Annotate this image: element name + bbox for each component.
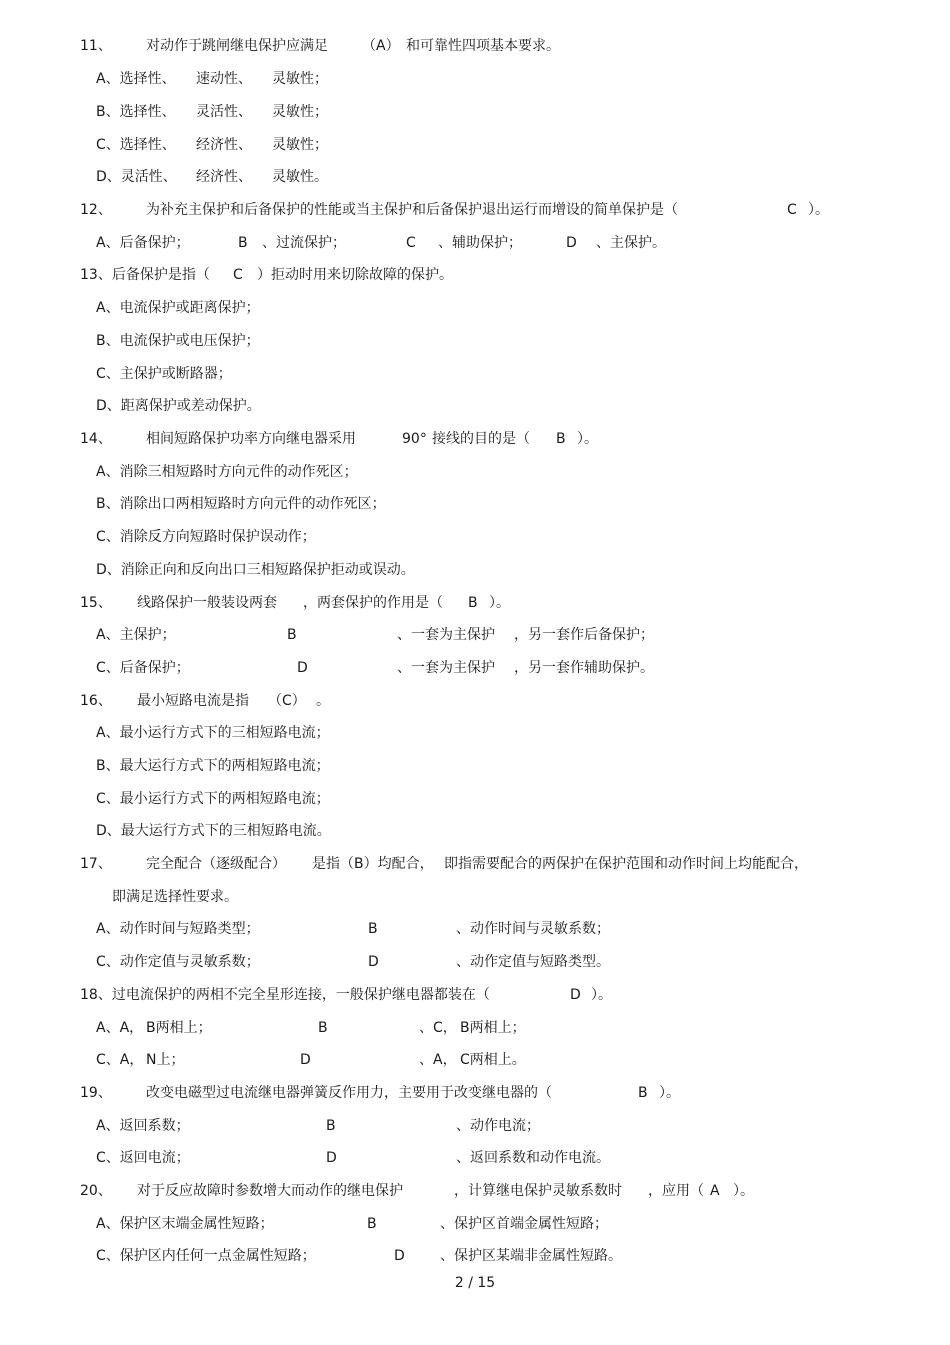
text-segment: 灵敏性。	[272, 169, 328, 185]
text-segment: ）。	[577, 431, 598, 447]
text-segment: A、A，	[96, 1020, 144, 1036]
text-segment: C	[233, 267, 243, 283]
text-segment: C	[787, 202, 797, 218]
text-segment: ）。	[808, 202, 829, 218]
current-page: 2	[454, 1275, 464, 1291]
text-segment: 对于反应故障时参数增大而动作的继电保护	[137, 1183, 403, 1199]
text-segment: 、保护区首端金属性短路；	[440, 1216, 608, 1232]
text-segment: 。	[316, 693, 330, 709]
text-segment: C、后备保护；	[96, 660, 190, 676]
text-segment: 为补充主保护和后备保护的性能或当主保护和后备保护退出运行而增设的简单保护是（	[146, 202, 678, 218]
text-segment: 即满足选择性要求。	[112, 889, 238, 905]
text-segment: 接线的目的是（	[432, 431, 530, 447]
text-segment: 、动作电流；	[456, 1118, 540, 1134]
text-segment: 、动作定值与短路类型。	[456, 954, 610, 970]
text-segment: ）。	[591, 987, 612, 1003]
page-number	[0, 1270, 950, 1296]
text-segment: D	[297, 660, 308, 676]
text-segment: N上；	[146, 1052, 185, 1068]
text-segment: A、最小运行方式下的三相短路电流；	[96, 725, 330, 741]
text-segment: B两相上；	[146, 1020, 212, 1036]
text-segment: D	[300, 1052, 311, 1068]
text-segment: A、选择性、	[96, 71, 176, 87]
text-segment: B	[326, 1118, 336, 1134]
text-segment: C、保护区内任何一点金属性短路；	[96, 1248, 316, 1264]
text-segment: A、消除三相短路时方向元件的动作死区；	[96, 464, 358, 480]
text-segment: ，计算继电保护灵敏系数时	[454, 1183, 622, 1199]
text-segment: A、后备保护；	[96, 235, 190, 251]
text-segment: 、辅助保护；	[438, 235, 522, 251]
text-segment: 20、	[80, 1183, 112, 1199]
text-segment: B、最大运行方式下的两相短路电流；	[96, 758, 330, 774]
text-segment: 14、	[80, 431, 112, 447]
text-segment: B	[556, 431, 566, 447]
text-segment: 、动作时间与灵敏系数；	[456, 921, 610, 937]
text-segment: ）。	[659, 1085, 680, 1101]
text-segment: 90°	[402, 431, 427, 447]
text-segment: 改变电磁型过电流继电器弹簧反作用力，主要用于改变继电器的（	[146, 1085, 552, 1101]
text-segment: C、动作定值与灵敏系数；	[96, 954, 260, 970]
text-segment: 、一套为主保护	[397, 627, 495, 643]
text-segment: C、选择性、	[96, 137, 176, 153]
text-segment: 灵活性、	[196, 104, 252, 120]
text-segment: 11、	[80, 38, 112, 54]
text-segment: ，应用（	[648, 1183, 704, 1199]
text-segment: 、一套为主保护	[397, 660, 495, 676]
text-segment: 灵敏性；	[272, 104, 328, 120]
text-segment: B、电流保护或电压保护；	[96, 333, 260, 349]
text-segment: 对动作于跳闸继电保护应满足	[146, 38, 328, 54]
text-segment: 是指（B）均配合，	[312, 856, 434, 872]
text-segment: D	[570, 987, 581, 1003]
text-segment: ）拒动时用来切除故障的保护。	[257, 267, 453, 283]
text-segment: 灵敏性；	[272, 71, 328, 87]
text-segment: ）。	[733, 1183, 754, 1199]
text-segment: 相间短路保护功率方向继电器采用	[146, 431, 356, 447]
text-segment: C、A，	[96, 1052, 144, 1068]
text-segment: D、灵活性、	[96, 169, 177, 185]
text-segment: 速动性、	[196, 71, 252, 87]
text-segment: 最小短路电流是指	[137, 693, 249, 709]
text-segment: 12、	[80, 202, 112, 218]
text-segment: A、主保护；	[96, 627, 176, 643]
text-segment: ）。	[489, 595, 510, 611]
text-segment: C、主保护或断路器；	[96, 366, 232, 382]
text-segment: D	[566, 235, 577, 251]
text-segment: 19、	[80, 1085, 112, 1101]
text-segment: B	[287, 627, 297, 643]
text-segment: D	[326, 1150, 337, 1166]
text-segment: 和可靠性四项基本要求。	[406, 38, 560, 54]
text-segment: A、保护区末端金属性短路；	[96, 1216, 274, 1232]
text-segment: A	[710, 1183, 720, 1199]
text-segment: B两相上；	[460, 1020, 526, 1036]
text-segment: 16、	[80, 693, 112, 709]
text-segment: 、A，	[419, 1052, 457, 1068]
text-segment: D、消除正向和反向出口三相短路保护拒动或误动。	[96, 562, 415, 578]
text-segment: D、距离保护或差动保护。	[96, 398, 261, 414]
text-segment: B	[318, 1020, 328, 1036]
text-segment: A、动作时间与短路类型；	[96, 921, 260, 937]
text-segment: C两相上。	[460, 1052, 526, 1068]
text-segment: 经济性、	[196, 137, 252, 153]
text-segment: 即指需要配合的两保护在保护范围和动作时间上均能配合，	[444, 856, 808, 872]
text-segment: 18、过电流保护的两相不完全星形连接，一般保护继电器都装在（	[80, 987, 490, 1003]
text-segment: 、返回系数和动作电流。	[456, 1150, 610, 1166]
text-segment: B	[638, 1085, 648, 1101]
text-segment: D	[394, 1248, 405, 1264]
text-segment: B	[367, 1216, 377, 1232]
text-segment: 13、后备保护是指（	[80, 267, 210, 283]
text-segment: ，另一套作辅助保护。	[514, 660, 654, 676]
text-segment: （C）	[268, 693, 306, 709]
text-segment: 经济性、	[196, 169, 252, 185]
text-segment: D、最大运行方式下的三相短路电流。	[96, 823, 331, 839]
text-segment: A、返回系数；	[96, 1118, 190, 1134]
text-segment: B	[238, 235, 248, 251]
text-segment: C、消除反方向短路时保护误动作；	[96, 529, 316, 545]
text-segment: C、返回电流；	[96, 1150, 190, 1166]
text-segment: 17、	[80, 856, 112, 872]
text-segment: ，另一套作后备保护；	[514, 627, 654, 643]
text-segment: 、过流保护；	[262, 235, 346, 251]
text-segment: C、最小运行方式下的两相短路电流；	[96, 791, 330, 807]
text-segment: B	[468, 595, 478, 611]
text-segment: B、消除出口两相短路时方向元件的动作死区；	[96, 496, 386, 512]
text-segment: C	[406, 235, 416, 251]
total-pages: 15	[477, 1275, 496, 1291]
text-segment: 线路保护一般装设两套	[137, 595, 277, 611]
text-segment: B	[368, 921, 378, 937]
text-segment: ，两套保护的作用是（	[303, 595, 443, 611]
text-segment: （A）	[362, 38, 400, 54]
text-segment: 完全配合（逐级配合）	[146, 856, 286, 872]
text-segment: 、主保护。	[596, 235, 666, 251]
page-separator: /	[468, 1275, 473, 1291]
text-segment: B、选择性、	[96, 104, 176, 120]
text-segment: 15、	[80, 595, 112, 611]
text-segment: 、C，	[419, 1020, 457, 1036]
text-segment: 灵敏性；	[272, 137, 328, 153]
text-segment: A、电流保护或距离保护；	[96, 300, 260, 316]
text-segment: D	[368, 954, 379, 970]
text-segment: 、保护区某端非金属性短路。	[440, 1248, 622, 1264]
